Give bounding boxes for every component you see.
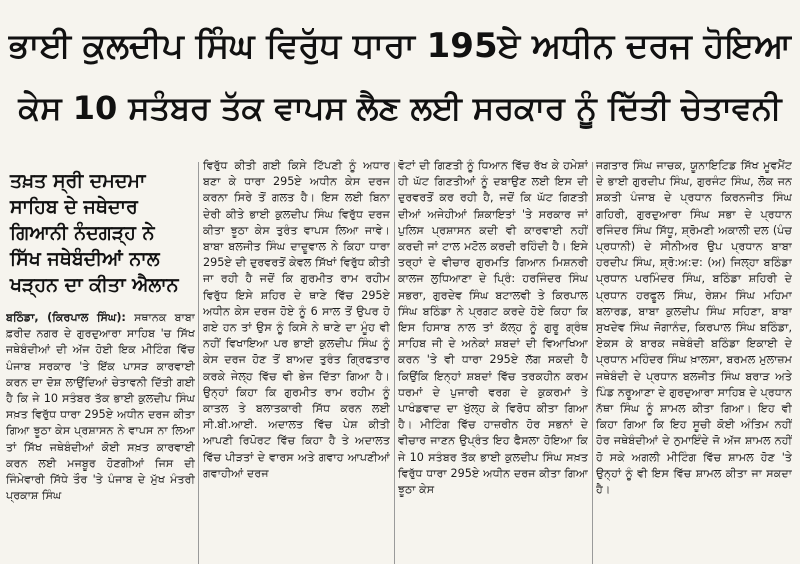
- column-1-text: ਸਥਾਨਕ ਬਾਬਾ ਫ਼ਰੀਦ ਨਗਰ ਦੇ ਗੁਰਦੁਆਰਾ ਸਾਹਿਬ 'ਚ ਸਿੱਖ ਜਥੇਬੰਦੀਆਂ ਦੀ ਅੱਜ ਹੋਈ ਇਕ ਮੀਟਿੰਗ ਵਿੱਚ ਪੰਜਾਬ ਸਰਕਾਰ 'ਤੇ ਇੱਕ ਪਾਸੜ ਕਾਰਵਾਈ ਕਰਨ ਦਾ ਦੋਸ਼ ਲਾਉਂਦਿਆਂ ਚੇਤਾਵਨੀ ਦਿੱਤੀ ਗਈ ਹੈ ਕਿ ਜੇ 10 ਸਤੰਬਰ ਤੱਕ ਭਾਈ ਕੁਲਦੀਪ ਸਿੰਘ ਸਖ਼ਤ ਵਿਰੁੱਧ ਧਾਰਾ 295ਏ ਅਧੀਨ ਦਰਜ ਕੀਤਾ ਗਿਆ ਝੂਠਾ ਕੇਸ ਪ੍ਰਸ਼ਾਸਨ ਨੇ ਵਾਪਸ ਨਾ ਲਿਆ ਤਾਂ ਸਿੱਖ ਜਥੇਬੰਦੀਆਂ ਕੋਈ ਸਖ਼ਤ ਕਾਰਵਾਈ ਕਰਨ ਲਈ ਮਜਬੂਰ ਹੋਣਗੀਆਂ ਜਿਸ ਦੀ ਜਿੰਮੇਵਾਰੀ ਸਿੱਧੇ ਤੌਰ 'ਤੇ ਪੰਜਾਬ ਦੇ ਮੁੱਖ ਮੰਤਰੀ ਪ੍ਰਕਾਸ਼ ਸਿੰਘ: [6, 311, 195, 503]
- column-2-text: ਵਿਰੁੱਧ ਕੀਤੀ ਗਈ ਕਿਸੇ ਟਿੱਪਣੀ ਨੂੰ ਅਧਾਰ ਬਣਾ ਕੇ ਧਾਰਾ 295ਏ ਅਧੀਨ ਕੇਸ ਦਰਜ ਕਰਨਾ ਸਿਰੇ ਤੋਂ ਗਲਤ ਹੈ। ਇਸ ਲਈ ਬਿਨਾ ਦੇਰੀ ਕੀਤੇ ਭਾਈ ਕੁਲਦੀਪ ਸਿੰਘ ਵਿਰੁੱਧ ਦਰਜ ਕੀਤਾ ਝੂਠਾ ਕੇਸ ਤੁਰੰਤ ਵਾਪਸ ਲਿਆ ਜਾਵੇ। ਬਾਬਾ ਬਲਜੀਤ ਸਿੰਘ ਦਾਦੂਵਾਲ ਨੇ ਕਿਹਾ ਧਾਰਾ 295ਏ ਦੀ ਦੁਰਵਰਤੋਂ ਕੇਵਲ ਸਿੱਖਾਂ ਵਿਰੁੱਧ ਕੀਤੀ ਜਾ ਰਹੀ ਹੈ ਜਦੋਂ ਕਿ ਗੁਰਮੀਤ ਰਾਮ ਰਹੀਮ ਵਿਰੁੱਧ ਇਸੇ ਸ਼ਹਿਰ ਦੇ ਥਾਣੇ ਵਿੱਚ 295ਏ ਅਧੀਨ ਕੇਸ ਦਰਜ ਹੋਏ ਨੂੰ 6 ਸਾਲ ਤੋਂ ਉਪਰ ਹੋ ਗਏ ਹਨ ਤਾਂ ਉਸ ਨੂੰ ਕਿਸੇ ਨੇ ਥਾਣੇ ਦਾ ਮੂੰਹ ਵੀ ਨਹੀਂ ਵਿਖਾਇਆ ਪਰ ਭਾਈ ਕੁਲਦੀਪ ਸਿੰਘ ਨੂੰ ਕੇਸ ਦਰਜ ਹੋਣ ਤੋਂ ਬਾਅਦ ਤੁਰੰਤ ਗ੍ਰਿਫਤਾਰ ਕਰਕੇ ਜੇਲ੍ਹ ਵਿੱਚ ਵੀ ਭੇਜ ਦਿੱਤਾ ਗਿਆ ਹੈ। ਉਨ੍ਹਾਂ ਕਿਹਾ ਕਿ ਗੁਰਮੀਤ ਰਾਮ ਰਹੀਮ ਨੂੰ ਕਾਤਲ ਤੇ ਬਲਾਤਕਾਰੀ ਸਿੱਧ ਕਰਨ ਲਈ ਸੀ.ਬੀ.ਆਈ. ਅਦਾਲਤ ਵਿੱਚ ਪੇਸ਼ ਕੀਤੀ ਆਪਣੀ ਰਿਪੋਰਟ ਵਿੱਚ ਕਿਹਾ ਹੈ ਤੇ ਅਦਾਲਤ ਵਿੱਚ ਪੀੜਤਾਂ ਦੇ ਵਾਰਸ ਅਤੇ ਗਵਾਹ ਆਪਣੀਆਂ ਗਵਾਹੀਆਂ ਦਰਜ: [203, 159, 390, 480]
- article-column-4: [596, 158, 792, 564]
- headline-line-2: ਕੇਸ 10 ਸਤੰਬਰ ਤੱਕ ਵਾਪਸ ਲੈਣ ਲਈ ਸਰਕਾਰ ਨੂੰ ਦਿੱਤੀ ਚੇਤਾਵਨੀ: [18, 89, 782, 127]
- column-divider: [592, 162, 593, 564]
- column-divider: [198, 162, 199, 564]
- subheadline: ਤਖ਼ਤ ਸ੍ਰੀ ਦਮਦਮਾ ਸਾਹਿਬ ਦੇ ਜਥੇਦਾਰ ਗਿਆਨੀ ਨੰਦਗੜ੍ਹ ਨੇ ਸਿੱਖ ਜਥੇਬੰਦੀਆਂ ਨਾਲ ਖੜ੍ਹਨ ਦਾ ਕੀਤਾ ਐਲਾਨ: [10, 170, 179, 296]
- headline-line-1: ਭਾਈ ਕੁਲਦੀਪ ਸਿੰਘ ਵਿਰੁੱਧ ਧਾਰਾ 195ਏ ਅਧੀਨ ਦਰਜ ਹੋਇਆ: [8, 26, 792, 66]
- column-3-text: ਵੋਟਾਂ ਦੀ ਗਿਣਤੀ ਨੂੰ ਧਿਆਨ ਵਿੱਚ ਰੱਖ ਕੇ ਹਮੇਸ਼ਾਂ ਹੀ ਘੱਟ ਗਿਣਤੀਆਂ ਨੂੰ ਦਬਾਉਣ ਲਈ ਇਸ ਦੀ ਦੁਰਵਰਤੋਂ ਕਰ ਰਹੀ ਹੈ, ਜਦੋਂ ਕਿ ਘੱਟ ਗਿਣਤੀ ਦੀਆਂ ਅਜੇਹੀਆਂ ਸ਼ਿਕਾਇਤਾਂ 'ਤੇ ਸਰਕਾਰ ਜਾਂ ਪੁਲਿਸ ਪ੍ਰਸ਼ਾਸਨ ਕਦੀ ਵੀ ਕਾਰਵਾਈ ਨਹੀਂ ਕਰਦੀ ਜਾਂ ਟਾਲ ਮਟੋਲ ਕਰਦੀ ਰਹਿੰਦੀ ਹੈ। ਇਸੇ ਤਰ੍ਹਾਂ ਦੇ ਵੀਚਾਰ ਗੁਰਮਤਿ ਗਿਆਨ ਮਿਸ਼ਨਰੀ ਕਾਲਜ ਲੁਧਿਆਣਾ ਦੇ ਪ੍ਰਿੰ: ਹਰਜਿੰਦਰ ਸਿੰਘ ਸਭਰਾ, ਗੁਰਦੇਵ ਸਿੰਘ ਬਟਾਲਵੀ ਤੇ ਕਿਰਪਾਲ ਸਿੰਘ ਬਠਿੰਡਾ ਨੇ ਪ੍ਰਗਟ ਕਰਦੇ ਹੋਏ ਕਿਹਾ ਕਿ ਇਸ ਹਿਸਾਬ ਨਾਲ ਤਾਂ ਕੱਲ੍ਹ ਨੂੰ ਗੁਰੂ ਗ੍ਰੰਥ ਸਾਹਿਬ ਜੀ ਦੇ ਅਨੇਕਾਂ ਸ਼ਬਦਾਂ ਦੀ ਵਿਆਖਿਆ ਕਰਨ 'ਤੇ ਵੀ ਧਾਰਾ 295ਏ ਲੱਗ ਸਕਦੀ ਹੈ ਕਿਉਂਕਿ ਇਨ੍ਹਾਂ ਸ਼ਬਦਾਂ ਵਿੱਚ ਤਰਕਹੀਨ ਕਰਮ ਧਰਮਾਂ ਦੇ ਪੁਜਾਰੀ ਵਰਗ ਦੇ ਕੁਕਰਮਾਂ ਤੇ ਪਾਖੰਡਵਾਦ ਦਾ ਖੁੱਲ੍ਹ ਕੇ ਵਿਰੋਧ ਕੀਤਾ ਗਿਆ ਹੈ। ਮੀਟਿੰਗ ਵਿੱਚ ਹਾਜ਼ਰੀਨ ਹੋਰ ਸਭਨਾਂ ਦੇ ਵੀਚਾਰ ਜਾਣਨ ਉਪ੍ਰੰਤ ਇਹ ਫੈਸਲਾ ਹੋਇਆ ਕਿ ਜੇ 10 ਸਤੰਬਰ ਤੱਕ ਭਾਈ ਕੁਲਦੀਪ ਸਿੰਘ ਸਖ਼ਤ ਵਿਰੁੱਧ ਧਾਰਾ 295ਏ ਅਧੀਨ ਦਰਜ ਕੀਤਾ ਗਿਆ ਝੂਠਾ ਕੇਸ: [398, 159, 588, 497]
- column-1-paragraph: [6, 310, 195, 504]
- column-4-text: ਜਗਤਾਰ ਸਿੰਘ ਜਾਚਕ, ਯੂਨਾਇਟਿਡ ਸਿੱਖ ਮੂਵਮੈਂਟ ਦੇ ਭਾਈ ਗੁਰਦੀਪ ਸਿੰਘ, ਗੁਰਜੰਟ ਸਿੰਘ, ਲੋਕ ਜਨ ਸ਼ਕਤੀ ਪੰਜਾਬ ਦੇ ਪ੍ਰਧਾਨ ਕਿਰਨਜੀਤ ਸਿੰਘ ਗਹਿਰੀ, ਗੁਰਦੁਆਰਾ ਸਿੰਘ ਸਭਾ ਦੇ ਪ੍ਰਧਾਨ ਰਜਿੰਦਰ ਸਿੰਘ ਸਿੱਧੂ, ਸ਼੍ਰੋਮਣੀ ਅਕਾਲੀ ਦਲ (ਪੰਚ ਪ੍ਰਧਾਨੀ) ਦੇ ਸੀਨੀਅਰ ਉਪ ਪ੍ਰਧਾਨ ਬਾਬਾ ਹਰਦੀਪ ਸਿੰਘ, ਸ਼੍ਰੋ:ਅ:ਦ: (ਅ) ਜਿਲ੍ਹਾ ਬਠਿੰਡਾ ਪ੍ਰਧਾਨ ਪਰਮਿੰਦਰ ਸਿੰਘ, ਬਠਿੰਡਾ ਸ਼ਹਿਰੀ ਦੇ ਪ੍ਰਧਾਨ ਹਰਫੂਲ ਸਿੰਘ, ਰੇਸ਼ਮ ਸਿੰਘ ਮਹਿਮਾ ਬਲਾਰਡ, ਬਾਬਾ ਕੁਲਦੀਪ ਸਿੰਘ ਸਹਿਣਾ, ਬਾਬਾ ਸੁਖਦੇਵ ਸਿੰਘ ਜੋਗਾਨੰਦ, ਕਿਰਪਾਲ ਸਿੰਘ ਬਠਿੰਡਾ, ਏਕਸ ਕੇ ਬਾਰਕ ਜਥੇਬੰਦੀ ਬਠਿੰਡਾ ਇਕਾਈ ਦੇ ਪ੍ਰਧਾਨ ਮਹਿੰਦਰ ਸਿੰਘ ਖ਼ਾਲਸਾ, ਬਰਮਲ ਮੁਲਾਜ਼ਮ ਜਥੇਬੰਦੀ ਦੇ ਪ੍ਰਧਾਨ ਬਲਜੀਤ ਸਿੰਘ ਬਰਾੜ ਅਤੇ ਪਿੰਡ ਨਰੂਆਣਾ ਦੇ ਗੁਰਦੁਆਰਾ ਸਾਹਿਬ ਦੇ ਪ੍ਰਧਾਨ ਨੱਥਾ ਸਿੰਘ ਨੂੰ ਸ਼ਾਮਲ ਕੀਤਾ ਗਿਆ। ਇਹ ਵੀ ਕਿਹਾ ਗਿਆ ਕਿ ਇਹ ਸੂਚੀ ਕੋਈ ਅੰਤਿਮ ਨਹੀਂ ਹੋਰ ਜਥੇਬੰਦੀਆਂ ਦੇ ਨੁਮਾਇੰਦੇ ਜੋ ਅੱਜ ਸ਼ਾਮਲ ਨਹੀਂ ਹੋ ਸਕੇ ਅਗਲੀ ਮੀਟਿੰਗ ਵਿੱਚ ਸ਼ਾਮਲ ਹੋਣ 'ਤੇ ਉਨ੍ਹਾਂ ਨੂੰ ਵੀ ਇਸ ਵਿੱਚ ਸ਼ਾਮਲ ਕੀਤਾ ਜਾ ਸਕਦਾ ਹੈ।: [596, 159, 792, 497]
- column-divider: [394, 162, 395, 564]
- dateline: ਬਠਿੰਡਾ, (ਕਿਰਪਾਲ ਸਿੰਘ):: [6, 311, 126, 324]
- article-column-2: [203, 158, 390, 564]
- article-column-3: [398, 158, 588, 564]
- article-column-1: [6, 158, 195, 564]
